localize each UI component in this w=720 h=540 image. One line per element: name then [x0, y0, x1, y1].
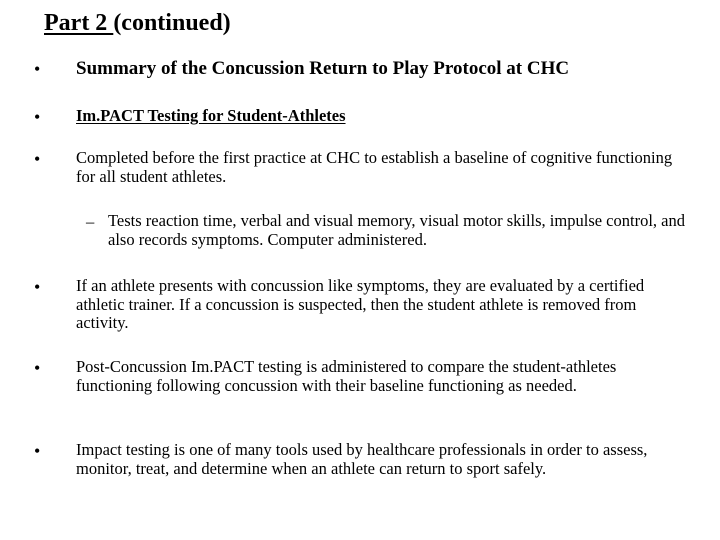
bullet-text: If an athlete presents with concussion like symptoms, they are evaluated by a certified athletic trainer. If a concussion is suspected, then the student athlete is removed from activity. [76, 276, 645, 332]
slide-title-underlined: Part 2 [44, 10, 114, 36]
bullet-impact-testing-heading [34, 107, 684, 126]
bullet-summary [34, 58, 684, 80]
bullet-text: Im.PACT Testing for Student-Athletes [76, 106, 346, 125]
bullet-post-concussion [34, 358, 684, 395]
bullet-text: Impact testing is one of many tools used by healthcare professionals in order to assess, monitor, treat, and determine when an athlete can return to sport safely. [76, 440, 648, 478]
sub-bullet-text: Tests reaction time, verbal and visual memory, visual motor skills, impulse control, and also records symptoms. Computer administered. [108, 211, 685, 249]
bullet-text: Summary of the Concussion Return to Play Protocol at CHC [76, 58, 570, 79]
slide-title [44, 8, 231, 38]
bullet-text: Completed before the first practice at CHC to establish a baseline of cognitive functioning for all student athletes. [76, 148, 673, 186]
bullet-text: Post-Concussion Im.PACT testing is administered to compare the student-athletes functioning following concussion with their baseline functioning as needed. [76, 357, 617, 395]
bullet-marker: • [34, 59, 41, 79]
bullet-tools [34, 441, 684, 478]
slide-title-rest: (continued) [113, 10, 231, 36]
sub-bullet-tests [86, 212, 686, 249]
dash-marker: – [86, 212, 95, 231]
bullet-marker: • [34, 358, 41, 378]
bullet-marker: • [34, 277, 41, 297]
bullet-marker: • [34, 149, 41, 169]
bullet-marker: • [34, 107, 41, 127]
bullet-marker: • [34, 441, 41, 461]
bullet-symptoms [34, 277, 684, 333]
bullet-baseline [34, 149, 684, 186]
